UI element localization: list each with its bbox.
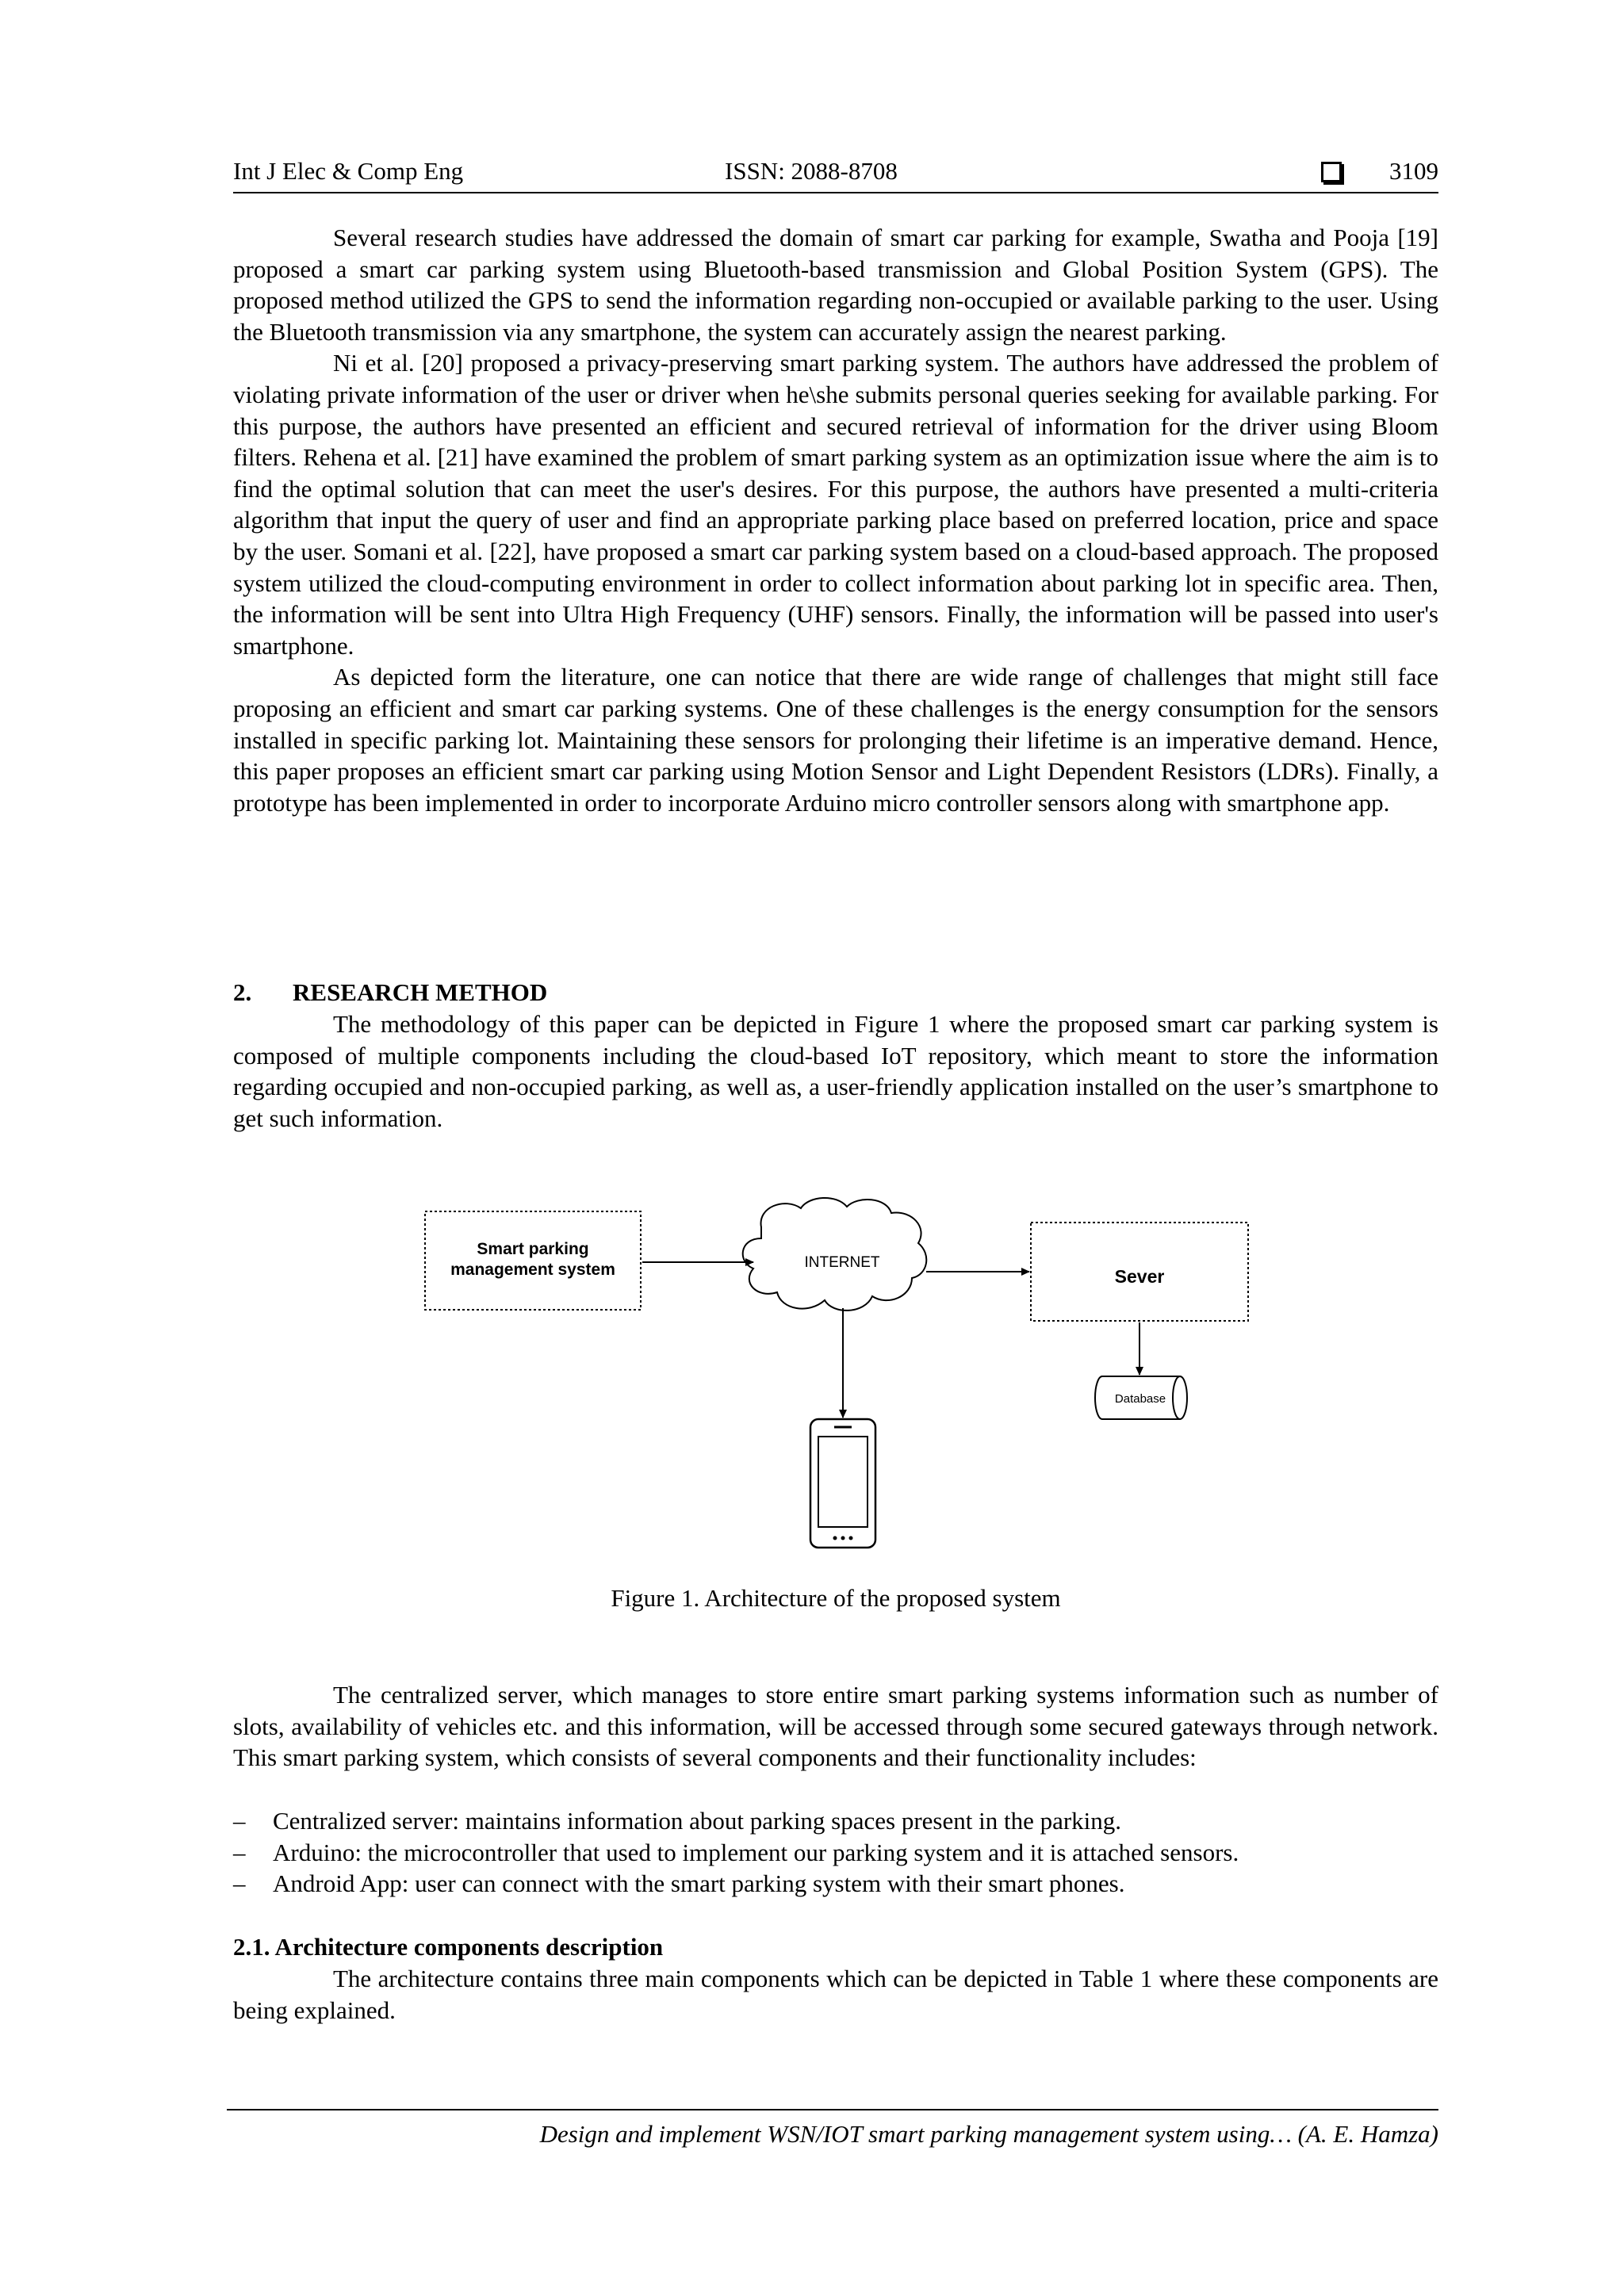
after-figure-text xyxy=(233,1679,1438,1774)
internet-label: INTERNET xyxy=(804,1254,880,1271)
list-item-text: Centralized server: maintains information about parking spaces present in the parking. xyxy=(273,1807,1122,1835)
list-item: – Arduino: the microcontroller that used to implement our parking system and it is attached sensors. xyxy=(233,1838,1239,1866)
square-icon xyxy=(1321,162,1342,182)
section-number: 2. xyxy=(233,978,252,1006)
figure-1 xyxy=(0,1189,1624,1570)
smart-parking-label-line2: management system xyxy=(450,1261,615,1279)
paragraph: As depicted form the literature, one can notice that there are wide range of challenges that might still face proposing an efficient and smart car parking systems. One of these challenges is the energy consumption for the sensors installed in specific parking lot. Maintaining these sensors for prolonging their lifetime is an imperative demand. Hence, this paper proposes an efficient smart car parking using Motion Sensor and Light Dependent Resistors (LDRs). Finally, a prototype has been implemented in order to incorporate Arduino micro controller sensors along with smartphone app. xyxy=(233,663,1438,817)
smart-parking-label-line1: Smart parking xyxy=(477,1240,589,1258)
section-heading xyxy=(233,977,1438,1008)
list-item-text: Arduino: the microcontroller that used to implement our parking system and it is attached sensors. xyxy=(273,1838,1239,1866)
paragraph: The methodology of this paper can be depicted in Figure 1 where the proposed smart car parking system is composed of multiple components including the cloud-based IoT repository, which meant to store the information regarding occupied and non-occupied parking, as well as, a user-friendly application installed on the user’s smartphone to get such information. xyxy=(233,1010,1438,1132)
list-item: – Centralized server: maintains information about parking spaces present in the parking. xyxy=(233,1807,1122,1835)
section2-text xyxy=(233,1008,1438,1134)
running-footer: Design and implement WSN/IOT smart parking management system using… (A. E. Hamza) xyxy=(539,2120,1438,2148)
paragraph: The centralized server, which manages to store entire smart parking systems information such as number of slots, availability of vehicles etc. and this information, will be accessed through some secured gateways through network. This smart parking system, which consists of several components and their functionality includes: xyxy=(233,1681,1438,1772)
list-item: – Android App: user can connect with the smart parking system with their smart phones. xyxy=(233,1869,1125,1898)
database-label: Database xyxy=(1114,1392,1166,1406)
server-label: Sever xyxy=(1114,1266,1165,1287)
journal-name: Int J Elec & Comp Eng xyxy=(233,157,464,185)
component-list xyxy=(233,1805,1438,1900)
page-header xyxy=(233,155,1438,193)
paragraph: Several research studies have addressed the domain of smart car parking for example, Swatha and Pooja [19] proposed a smart car parking system using Bluetooth-based transmission and Global Position System (GPS). The proposed method utilized the GPS to send the information regarding non-occupied or available parking to the user. Using the Bluetooth transmission via any smartphone, the system can accurately assign the nearest parking. xyxy=(233,224,1438,346)
paragraph: The architecture contains three main components which can be depicted in Table 1 where these components are being explained. xyxy=(233,1965,1438,2024)
smartphone-icon xyxy=(810,1419,875,1548)
intro-text xyxy=(233,222,1438,818)
figure-caption: Figure 1. Architecture of the proposed system xyxy=(611,1584,1061,1612)
footer-rule xyxy=(227,2109,1438,2110)
issn: ISSN: 2088-8708 xyxy=(725,157,898,185)
paragraph: Ni et al. [20] proposed a privacy-preserving smart parking system. The authors have addressed the problem of violating private information of the user or driver when he\she submits personal queries seeking for available parking. For this purpose, the authors have presented an efficient and secured retrieval of information for the driver using Bloom filters. Rehena et al. [21] have examined the problem of smart parking system as an optimization issue where the aim is to find the optimal solution that can meet the user's desires. For this purpose, the authors have presented a multi-criteria algorithm that input the query of user and find an appropriate parking place based on preferred location, price and space by the user. Somani et al. [22], have proposed a smart car parking system based on a cloud-based approach. The proposed system utilized the cloud-computing environment in order to collect information about parking lot in specific area. Then, the information will be sent into Ultra High Frequency (UHF) sensors. Finally, the information will be passed into user's smartphone. xyxy=(233,349,1438,660)
section21-text xyxy=(233,1963,1438,2026)
page-number: 3109 xyxy=(1389,157,1438,185)
section-title: RESEARCH METHOD xyxy=(293,978,548,1006)
subsection-heading: 2.1. Architecture components description xyxy=(233,1933,664,1961)
list-item-text: Android App: user can connect with the smart parking system with their smart phones. xyxy=(273,1869,1125,1898)
